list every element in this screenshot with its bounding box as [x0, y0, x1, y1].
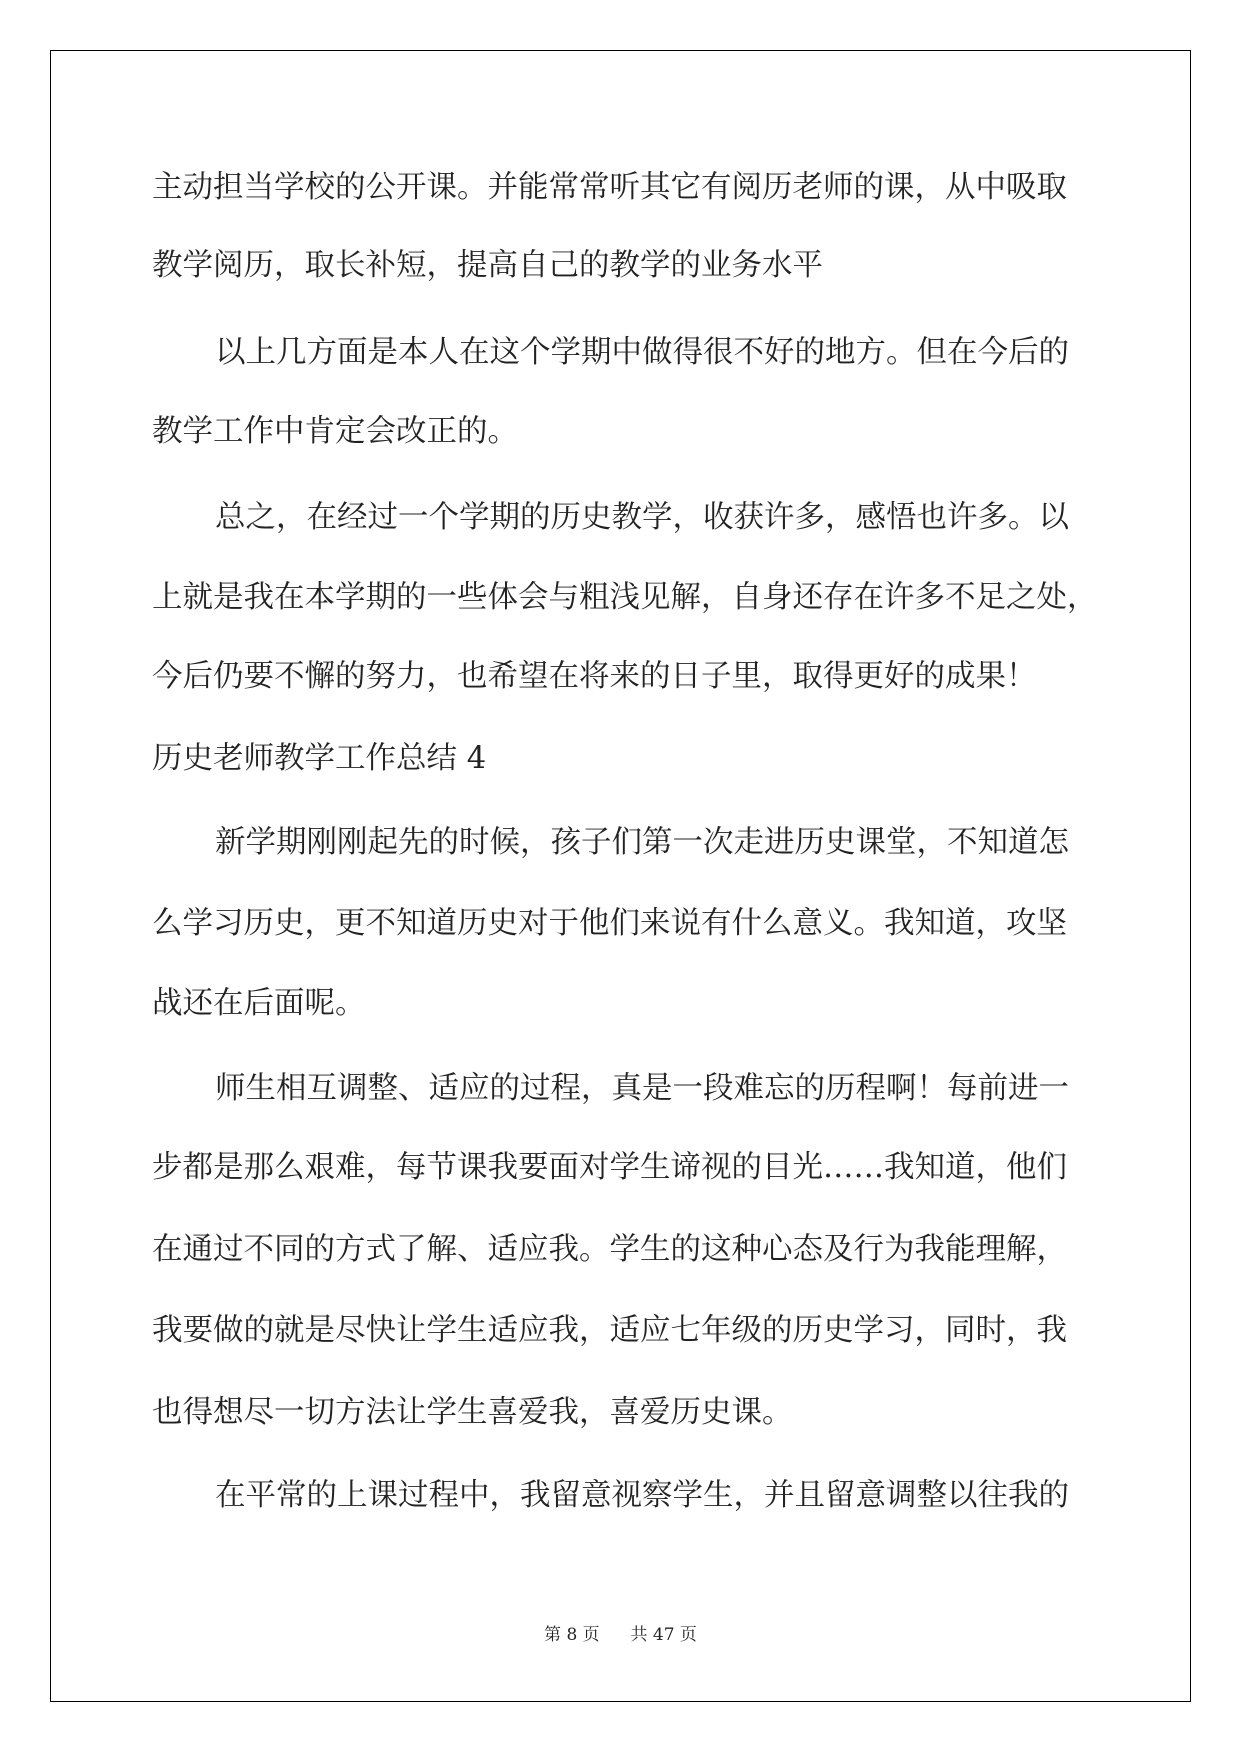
text-line: 新学期刚刚起先的时候，孩子们第一次走进历史课堂，不知道怎	[215, 825, 1069, 860]
text-line: 教学阅历，取长补短，提高自己的教学的业务水平	[152, 248, 823, 283]
text-line: 步都是那么艰难，每节课我要面对学生谛视的目光……我知道，他们	[152, 1150, 1067, 1185]
text-line: 教学工作中肯定会改正的。	[152, 414, 518, 449]
text-line: 么学习历史，更不知道历史对于他们来说有什么意义。我知道，攻坚	[152, 906, 1067, 941]
text-line: 在通过不同的方式了解、适应我。学生的这种心态及行为我能理解，	[152, 1232, 1067, 1267]
text-line: 主动担当学校的公开课。并能常常听其它有阅历老师的课，从中吸取	[152, 170, 1067, 205]
text-line: 我要做的就是尽快让学生适应我，适应七年级的历史学习，同时，我	[152, 1313, 1067, 1348]
text-line: 师生相互调整、适应的过程，真是一段难忘的历程啊！每前进一	[215, 1071, 1069, 1106]
page-count: 共 47 页	[630, 1625, 697, 1645]
text-line: 今后仍要不懈的努力，也希望在将来的日子里，取得更好的成果！	[152, 659, 1037, 694]
page-number: 第 8 页	[544, 1625, 600, 1645]
page-footer	[0, 1620, 1241, 1645]
page-border	[50, 50, 1191, 1702]
section-heading: 历史老师教学工作总结 4	[152, 741, 487, 776]
text-line: 以上几方面是本人在这个学期中做得很不好的地方。但在今后的	[215, 335, 1069, 370]
text-line: 上就是我在本学期的一些体会与粗浅见解，自身还存在许多不足之处，	[152, 580, 1098, 615]
text-line: 战还在后面呢。	[152, 986, 366, 1021]
text-line: 也得想尽一切方法让学生喜爱我，喜爱历史课。	[152, 1395, 793, 1430]
text-line: 总之，在经过一个学期的历史教学，收获许多，感悟也许多。以	[215, 500, 1069, 535]
text-line: 在平常的上课过程中，我留意视察学生，并且留意调整以往我的	[215, 1478, 1069, 1513]
